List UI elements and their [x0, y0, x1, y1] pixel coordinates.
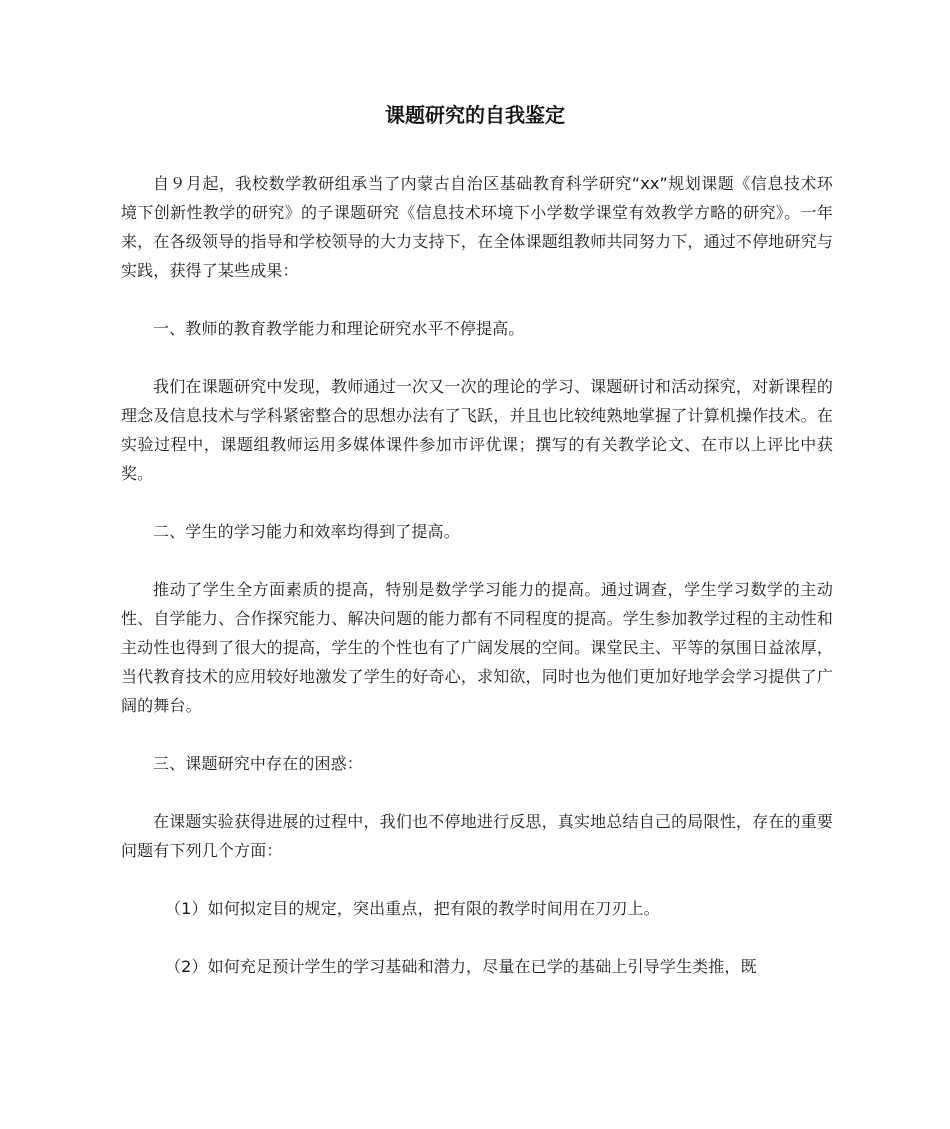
- list-item-1: （1）如何拟定目的规定，突出重点，把有限的教学时间用在刀刃上。: [165, 899, 660, 918]
- paragraph-teachers: 我们在课题研究中发现，教师通过一次又一次的理论的学习、课题研讨和活动探究，对新课程的理念及信息技术与学科紧密整合的思想办法有了飞跃，并且也比较纯熟地掌握了计算机操作技术。在实验过程中，课题组教师运用多媒体课件参加市评优课；撰写的有关教学论文、在市以上评比中获奖。: [121, 377, 833, 483]
- paragraph-reflection: 在课题实验获得进展的过程中，我们也不停地进行反思，真实地总结自己的局限性，存在的重要问题有下列几个方面：: [121, 812, 833, 860]
- document-body: [121, 169, 833, 1010]
- list-item-2: （2）如何充足预计学生的学习基础和潜力，尽量在已学的基础上引导学生类推，既: [165, 957, 757, 976]
- document-title: 课题研究的自我鉴定: [385, 103, 565, 127]
- paragraph-students: 推动了学生全方面素质的提高，特别是数学学习能力的提高。通过调查，学生学习数学的主动性、自学能力、合作探究能力、解决问题的能力都有不同程度的提高。学生参加教学过程的主动性和主动性也得到了很大的提高，学生的个性也有了广阔发展的空间。课堂民主、平等的氛围日益浓厚，当代教育技术的应用较好地激发了学生的好奇心，求知欲，同时也为他们更加好地学会学习提供了广阔的舞台。: [121, 580, 833, 715]
- paragraph-intro: 自９月起，我校数学教研组承当了内蒙古自治区基础教育科学研究“xx”规划课题《信息技术环境下创新性教学的研究》的子课题研究《信息技术环境下小学数学课堂有效教学方略的研究》。一年来，在各级领导的指导和学校领导的大力支持下，在全体课题组教师共同努力下，通过不停地研究与实践，获得了某些成果：: [121, 174, 833, 280]
- section-heading-1: 一、教师的教育教学能力和理论研究水平不停提高。: [153, 319, 525, 338]
- section-heading-2: 二、学生的学习能力和效率均得到了提高。: [153, 522, 460, 541]
- section-heading-3: 三、课题研究中存在的困惑：: [153, 754, 363, 773]
